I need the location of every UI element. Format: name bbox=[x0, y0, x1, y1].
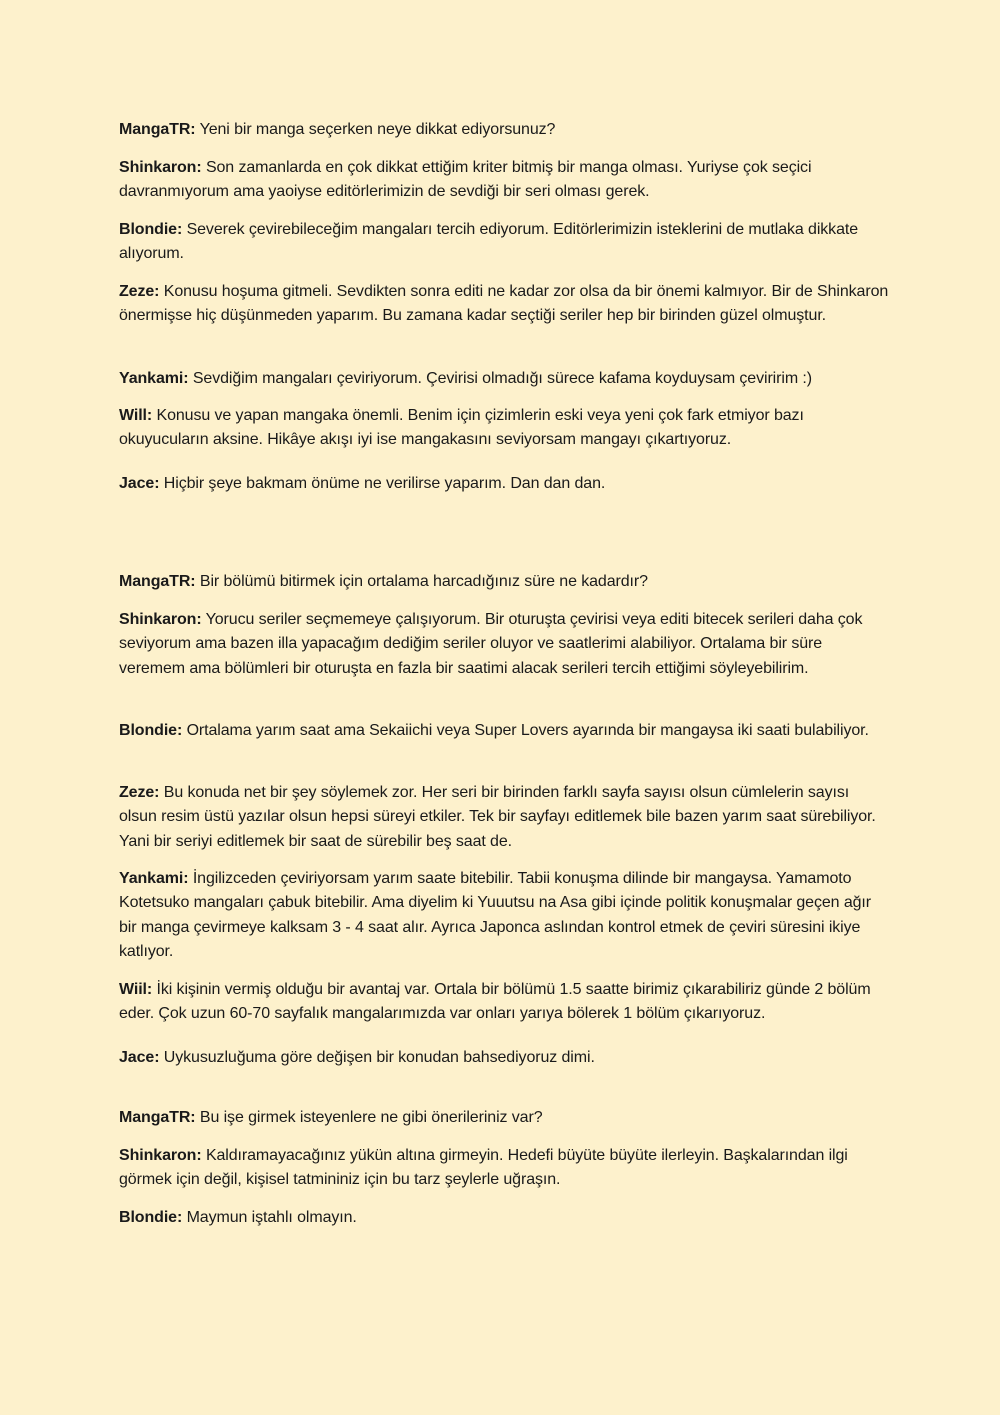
answer-paragraph bbox=[119, 218, 889, 267]
answer-text: Hiçbir şeye bakmam önüme ne verilirse yaparım. Dan dan dan. bbox=[163, 475, 606, 492]
answer-text: Uykusuzluğuma göre değişen bir konudan bahsediyoruz dimi. bbox=[163, 1049, 595, 1066]
answer-paragraph bbox=[119, 156, 889, 205]
speaker-label: Wiil: bbox=[119, 981, 153, 998]
answer-paragraph bbox=[119, 1206, 889, 1230]
question-text: Yeni bir manga seçerken neye dikkat ediyorsunuz? bbox=[199, 121, 556, 138]
answer-text: İki kişinin vermiş olduğu bir avantaj var. Ortala bir bölümü 1.5 saatte birimiz çıkarabiliriz günde 2 bölüm eder. Çok uzun 60-70 sayfalık mangalarımızda var onları yarıya bölerek 1 bölüm çıkarıyoruz. bbox=[119, 981, 871, 1023]
answer-text: Maymun iştahlı olmayın. bbox=[186, 1209, 357, 1226]
answer-paragraph bbox=[119, 608, 889, 681]
answer-text: Bu konuda net bir şey söylemek zor. Her seri bir birinden farklı sayfa sayısı olsun cümlelerin sayısı olsun resim üstü yazılar olsun hepsi süreyi etkiler. Tek bir sayfayı editlemek bile bazen yarım saat sürebiliyor. Yani bir seriyi editlemek bir saat de sürebilir beş saat de. bbox=[119, 784, 876, 850]
answer-text: Sevdiğim mangaları çeviriyorum. Çevirisi olmadığı sürece kafama koyduysam çeviririm :) bbox=[192, 370, 812, 387]
answer-paragraph bbox=[119, 1046, 889, 1070]
answer-paragraph bbox=[119, 978, 889, 1027]
answer-paragraph bbox=[119, 1144, 889, 1193]
speaker-label: Shinkaron: bbox=[119, 1147, 202, 1164]
speaker-label: Yankami: bbox=[119, 370, 189, 387]
speaker-label: MangaTR: bbox=[119, 1109, 196, 1126]
answer-text: Son zamanlarda en çok dikkat ettiğim kriter bitmiş bir manga olması. Yuriyse çok seçici davranmıyorum ama yaoiyse editörlerimizin de sevdiği bir seri olması gerek. bbox=[119, 159, 812, 201]
speaker-label: Shinkaron: bbox=[119, 611, 202, 628]
answer-paragraph bbox=[119, 367, 889, 391]
answer-text: Konusu ve yapan mangaka önemli. Benim için çizimlerin eski veya yeni çok fark etmiyor bazı okuyucuların aksine. Hikâye akışı iyi ise mangakasını seviyorsam mangayı çıkartıyoruz. bbox=[119, 407, 804, 449]
speaker-label: Blondie: bbox=[119, 722, 183, 739]
answer-text: Kaldıramayacağınız yükün altına girmeyin. Hedefi büyüte büyüte ilerleyin. Başkalarından ilgi görmek için değil, kişisel tatmininiz için bu tarz şeylerle uğraşın. bbox=[119, 1147, 848, 1189]
question-paragraph bbox=[119, 570, 889, 594]
answer-text: Konusu hoşuma gitmeli. Sevdikten sonra editi ne kadar zor olsa da bir önemi kalmıyor. Bir de Shinkaron önermişse hiç düşünmeden yaparım. Bu zamana kadar seçtiği seriler hep bir birinden güzel olmuştur. bbox=[119, 283, 889, 325]
question-paragraph bbox=[119, 1106, 889, 1130]
speaker-label: MangaTR: bbox=[119, 121, 196, 138]
speaker-label: Shinkaron: bbox=[119, 159, 202, 176]
answer-paragraph bbox=[119, 472, 889, 496]
answer-text: Yorucu seriler seçmemeye çalışıyorum. Bir oturuşta çevirisi veya editi bitecek serileri daha çok seviyorum ama bazen illa yapacağım dediğim seriler oluyor ve saatlerimi alabiliyor. Ortalama bir süre veremem ama bölümleri bir oturuşta en fazla bir saatimi alacak serileri tercih ettiğimi söyleyebilirim. bbox=[119, 611, 863, 677]
question-text: Bu işe girmek isteyenlere ne gibi önerileriniz var? bbox=[199, 1109, 543, 1126]
answer-paragraph bbox=[119, 867, 889, 964]
speaker-label: Jace: bbox=[119, 475, 160, 492]
answer-paragraph bbox=[119, 719, 889, 743]
answer-paragraph bbox=[119, 404, 889, 453]
speaker-label: Jace: bbox=[119, 1049, 160, 1066]
speaker-label: Blondie: bbox=[119, 221, 183, 238]
speaker-label: Will: bbox=[119, 407, 153, 424]
speaker-label: Yankami: bbox=[119, 870, 189, 887]
answer-paragraph bbox=[119, 781, 889, 854]
question-paragraph bbox=[119, 118, 889, 142]
answer-text: Severek çevirebileceğim mangaları tercih ediyorum. Editörlerimizin isteklerini de mutlaka dikkate alıyorum. bbox=[119, 221, 859, 263]
speaker-label: Zeze: bbox=[119, 283, 160, 300]
speaker-label: Blondie: bbox=[119, 1209, 183, 1226]
speaker-label: MangaTR: bbox=[119, 573, 196, 590]
question-text: Bir bölümü bitirmek için ortalama harcadığınız süre ne kadardır? bbox=[199, 573, 648, 590]
speaker-label: Zeze: bbox=[119, 784, 160, 801]
answer-paragraph bbox=[119, 280, 889, 329]
answer-text: Ortalama yarım saat ama Sekaiichi veya Super Lovers ayarında bir mangaysa iki saati bulabiliyor. bbox=[186, 722, 869, 739]
answer-text: İngilizceden çeviriyorsam yarım saate bitebilir. Tabii konuşma dilinde bir mangaysa. Yamamoto Kotetsuko mangaları çabuk bitebilir. Ama diyelim ki Yuuutsu na Asa gibi içinde politik konuşmalar geçen ağır bir manga çevirmeye kalksam 3 - 4 saat alır. Ayrıca Japonca aslından kontrol etmek de çeviri süresini ikiye katlıyor. bbox=[119, 870, 871, 960]
